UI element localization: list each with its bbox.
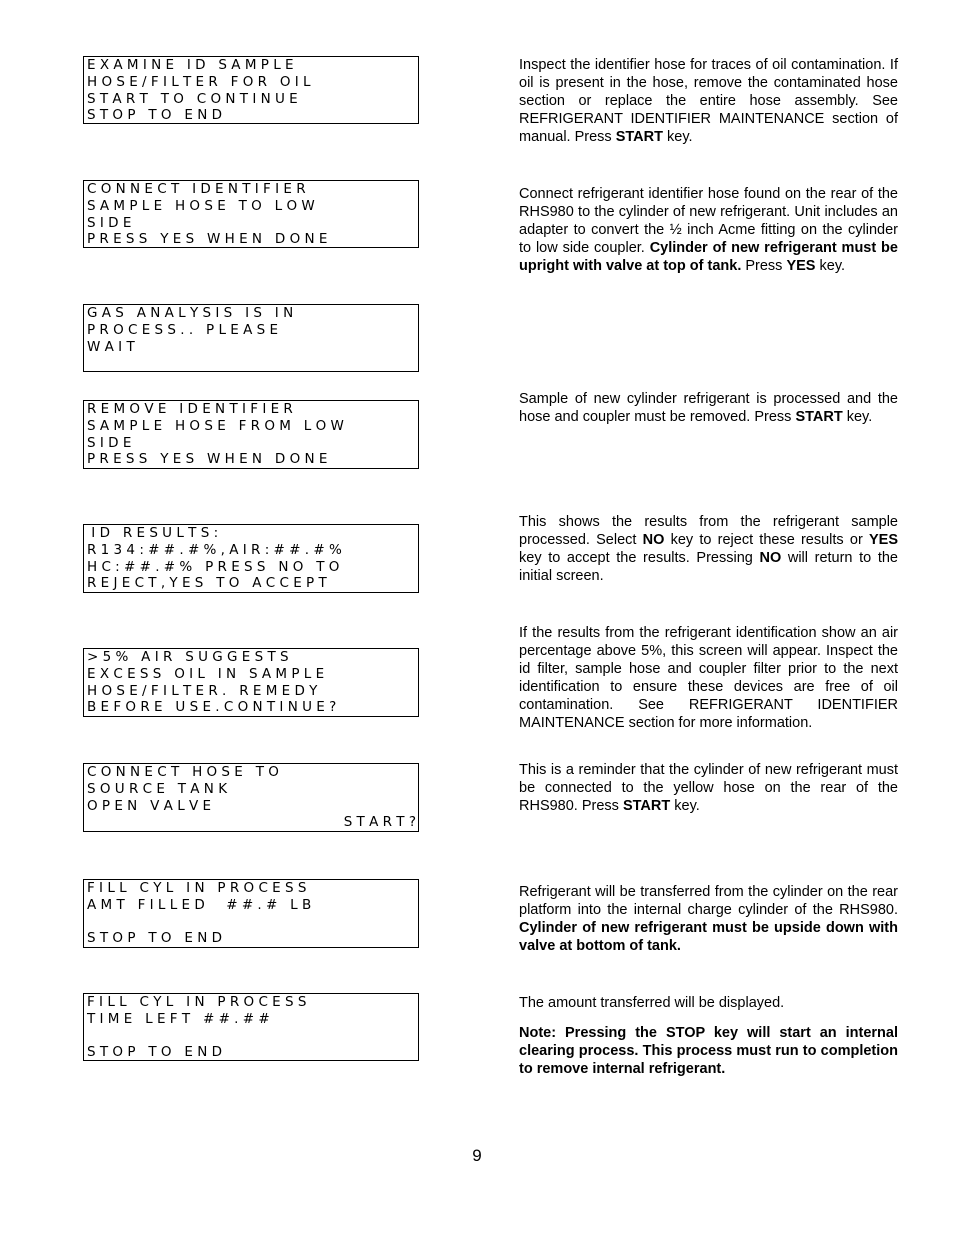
description-paragraph: [519, 883, 898, 955]
bold-text: START: [795, 409, 843, 425]
lcd-line: G A S A N A L Y S I S I S I N: [87, 305, 294, 321]
description-text: [519, 883, 898, 955]
text-run: The amount transferred will be displayed.: [519, 995, 785, 1011]
description-paragraph: [519, 390, 898, 426]
lcd-line: S A M P L E H O S E F R O M L O W: [87, 417, 344, 434]
lcd-line: E X C E S S O I L I N S A M P L E: [87, 665, 325, 682]
text-run: key.: [815, 258, 846, 274]
description-paragraph: [519, 185, 898, 275]
description-text: [519, 390, 898, 426]
page-number: 9: [472, 1146, 482, 1165]
lcd-line: R E M O V E I D E N T I F I E R: [87, 401, 293, 417]
text-run: Connect refrigerant identifier hose found on the rear of the RHS980 to the cylinder of new refrigerant. Unit includes an adapter to convert the ½ inch Acme fitting on the cylinder to low side coupler.: [519, 186, 898, 256]
lcd-screen: [83, 56, 419, 124]
lcd-line: [87, 355, 418, 372]
text-run: If the results from the refrigerant identification show an air percentage above 5%, this screen will appear. Inspect the id filter, sample hose and coupler filter prior to the next identification to ensure these devices are free of oil contamination. See REFRIGERANT IDENTIFIER MAINTENANCE section for more information.: [519, 625, 898, 731]
text-run: This shows the results from the refrigerant sample processed. Select: [519, 514, 898, 548]
lcd-line: S O U R C E T A N K: [87, 780, 228, 797]
lcd-line: S T A R T T O C O N T I N U E: [87, 90, 298, 107]
text-run: key.: [842, 409, 873, 425]
bold-text: YES: [868, 532, 898, 548]
lcd-line: F I L L C Y L I N P R O C E S S: [87, 994, 307, 1010]
description-paragraph: [519, 513, 898, 585]
lcd-screen: [83, 879, 419, 948]
lcd-line: W A I T: [87, 338, 135, 355]
text-run: This is a reminder that the cylinder of new refrigerant must be connected to the yellow hose on the rear of the RHS980. Press: [519, 762, 898, 814]
text-run: Refrigerant will be transferred from the cylinder on the rear platform into the internal charge cylinder of the RHS980.: [519, 884, 898, 918]
bold-text: Cylinder of new refrigerant must be upright with valve at top of tank.: [519, 240, 898, 274]
description-paragraph: [519, 56, 898, 146]
lcd-line: S T O P T O E N D: [87, 107, 222, 124]
description-text: [519, 761, 898, 815]
lcd-line: [87, 914, 418, 931]
bold-text: Note: Pressing the STOP key will start an internal clearing process. This process must run to completion to remove internal refrigerant.: [519, 1025, 898, 1077]
description-text: [519, 56, 898, 146]
lcd-line: S I D E: [87, 214, 132, 231]
bold-text: START: [622, 798, 671, 814]
bold-text: NO: [759, 550, 782, 566]
lcd-line: > 5 % A I R S U G G E S T S: [87, 649, 289, 665]
lcd-screen: [83, 400, 419, 469]
lcd-line: S T A R T ?: [343, 814, 416, 831]
lcd-screen: [83, 993, 419, 1061]
lcd-line: F I L L C Y L I N P R O C E S S: [87, 880, 307, 896]
lcd-line: B E F O R E U S E . C O N T I N U E ?: [87, 699, 337, 716]
description-text: [519, 994, 898, 1078]
text-run: key.: [662, 129, 693, 145]
lcd-line: O P E N V A L V E: [87, 797, 212, 814]
lcd-line: S A M P L E H O S E T O L O W: [87, 197, 315, 214]
description-text: [519, 513, 898, 585]
lcd-line: A M T F I L L E D # # . # L B: [87, 896, 312, 913]
lcd-line: E X A M I N E I D S A M P L E: [87, 57, 294, 73]
description-paragraph: [519, 994, 898, 1012]
bold-text: START: [615, 129, 663, 145]
lcd-screen: [83, 524, 419, 593]
lcd-line: H O S E / F I L T E R . R E M E D Y: [87, 682, 318, 699]
lcd-screen: [83, 763, 419, 832]
lcd-screen: [83, 304, 419, 372]
lcd-line: H C : # # . # % P R E S S N O T O: [87, 558, 340, 575]
lcd-line: P R E S S Y E S W H E N D O N E: [87, 451, 328, 468]
lcd-line: P R E S S Y E S W H E N D O N E: [87, 231, 328, 248]
bold-text: YES: [786, 258, 816, 274]
lcd-screen: [83, 180, 419, 248]
text-run: Sample of new cylinder refrigerant is processed and the hose and coupler must be removed. Press: [519, 391, 898, 425]
lcd-line: H O S E / F I L T E R F O R O I L: [87, 73, 311, 90]
text-run: Inspect the identifier hose for traces of oil contamination. If oil is present in the hose, remove the contaminated hose section or replace the entire hose assembly. See REFRIGERANT IDENTIFIER MAINTENANCE section of manual. Press: [519, 57, 898, 145]
description-paragraph: [519, 624, 898, 732]
bold-text: NO: [642, 532, 665, 548]
lcd-line: C O N N E C T I D E N T I F I E R: [87, 181, 306, 197]
lcd-line: S I D E: [87, 434, 132, 451]
lcd-line: I D R E S U L T S :: [87, 525, 219, 541]
lcd-screen: [83, 648, 419, 717]
text-run: key.: [670, 798, 700, 814]
text-run: key to accept the results. Pressing: [519, 550, 760, 566]
lcd-line: S T O P T O E N D: [87, 1044, 222, 1061]
description-paragraph: [519, 1024, 898, 1078]
text-run: Press: [741, 258, 787, 274]
lcd-line: C O N N E C T H O S E T O: [87, 764, 279, 780]
lcd-line: T I M E L E F T # # . # #: [87, 1010, 270, 1027]
lcd-line: R 1 3 4 : # # . # % , A I R : # # . # %: [87, 541, 342, 558]
lcd-line: S T O P T O E N D: [87, 930, 222, 947]
text-run: key to reject these results or: [664, 532, 869, 548]
bold-text: Cylinder of new refrigerant must be upside down with valve at bottom of tank.: [519, 920, 898, 954]
lcd-line: [87, 1028, 418, 1045]
description-text: [519, 185, 898, 275]
description-paragraph: [519, 761, 898, 815]
description-text: [519, 624, 898, 732]
lcd-line: P R O C E S S . . P L E A S E: [87, 321, 279, 338]
text-run: will return to the initial screen.: [519, 550, 898, 584]
lcd-line: R E J E C T , Y E S T O A C C E P T: [87, 575, 327, 592]
